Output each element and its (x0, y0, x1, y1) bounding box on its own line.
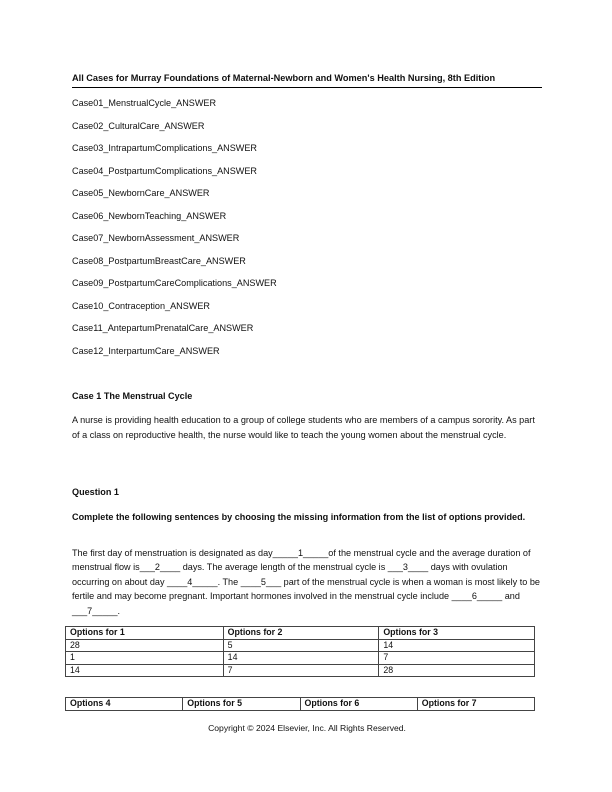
table-row (66, 664, 535, 677)
case-intro-paragraph: A nurse is providing health education to a group of college students who are members of a campus sorority. As part of a class on reproductive health, the nurse would like to teach the young women about the menstrual cycle. (72, 415, 535, 440)
table-cell: 7 (379, 652, 535, 665)
case-list-item: Case02_CulturalCare_ANSWER (72, 120, 205, 131)
table-header-cell: Options for 2 (223, 627, 379, 640)
options-table-4-7 (65, 697, 535, 711)
document-title: All Cases for Murray Foundations of Maternal-Newborn and Women's Health Nursing, 8th Edition (72, 73, 496, 83)
table-row (66, 639, 535, 652)
table-cell: 1 (66, 652, 224, 665)
case-list-item: Case12_InterpartumCare_ANSWER (72, 345, 220, 356)
table-row (66, 652, 535, 665)
case-list-item: Case06_NewbornTeaching_ANSWER (72, 210, 227, 221)
table-header-cell: Options for 6 (300, 698, 417, 711)
question-prompt: Complete the following sentences by choosing the missing information from the list of options provided. (72, 512, 526, 522)
case-list-item: Case10_Contraception_ANSWER (72, 300, 210, 311)
case-list-item: Case09_PostpartumCareComplications_ANSWER (72, 278, 277, 288)
table-cell: 14 (379, 639, 535, 652)
table-cell: 14 (66, 664, 224, 677)
table-cell: 5 (223, 639, 379, 652)
options-table-1-3 (65, 626, 535, 677)
case-list-item: Case05_NewbornCare_ANSWER (72, 188, 210, 198)
table-header-cell: Options for 3 (379, 627, 535, 640)
document-page (72, 0, 542, 792)
question-body: The first day of menstruation is designated as day_____1_____of the menstrual cycle and the average duration of menstrual flow is___2____ days. The average length of the menstrual cycle is ___3____ days with ovulation occurring on about day ____4_____. The ____5___ part of the menstrual cycle is when a woman is most likely to be fertile and may become pregnant. Important hormones involved in the menstrual cycle include ____6_____ and ___7_____. (72, 548, 540, 616)
table-header-cell: Options for 1 (66, 627, 224, 640)
case-list (72, 98, 277, 368)
table-header-row (66, 627, 535, 640)
case-list-item: Case11_AntepartumPrenatalCare_ANSWER (72, 323, 254, 333)
table-header-cell: Options for 7 (417, 698, 534, 711)
title-divider (72, 87, 542, 88)
table-header-cell: Options for 5 (183, 698, 300, 711)
case-heading: Case 1 The Menstrual Cycle (72, 391, 193, 401)
case-list-item: Case03_IntrapartumComplications_ANSWER (72, 143, 257, 153)
case-list-item: Case07_NewbornAssessment_ANSWER (72, 233, 240, 243)
table-header-row (66, 698, 535, 711)
table-cell: 28 (66, 639, 224, 652)
table-cell: 7 (223, 664, 379, 677)
copyright-footer: Copyright © 2024 Elsevier, Inc. All Rights Reserved. (208, 723, 406, 733)
case-list-item: Case04_PostpartumComplications_ANSWER (72, 165, 257, 176)
table-cell: 14 (223, 652, 379, 665)
question-label: Question 1 (72, 487, 119, 497)
table-cell: 28 (379, 664, 535, 677)
case-list-item: Case08_PostpartumBreastCare_ANSWER (72, 255, 246, 266)
case-list-item: Case01_MenstrualCycle_ANSWER (72, 98, 217, 108)
table-header-cell: Options 4 (66, 698, 183, 711)
